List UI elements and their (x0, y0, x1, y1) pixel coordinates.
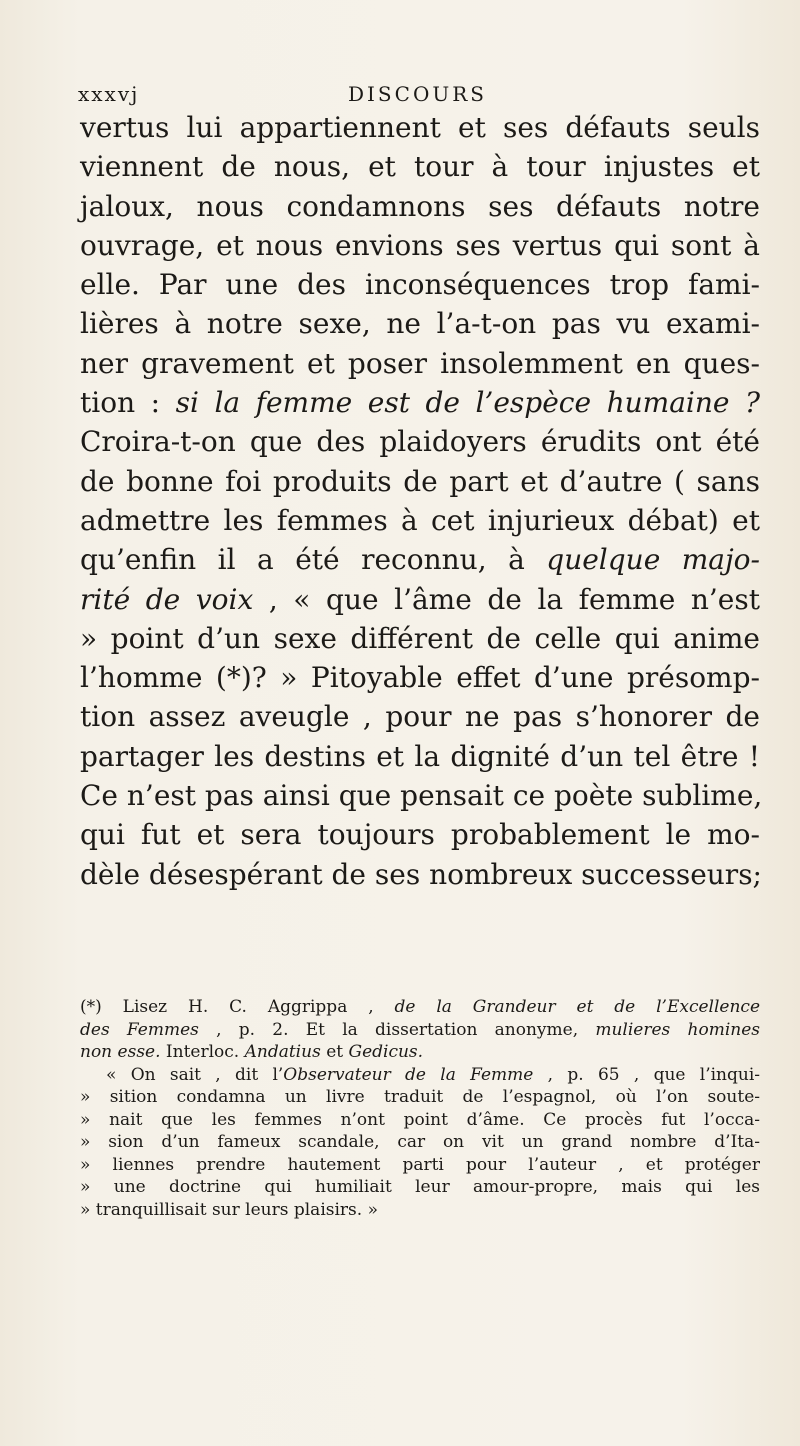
italic-phrase: si la femme est de l’espèce humaine ? (175, 386, 760, 420)
footnote-line: » nait que les femmes n’ont point d’âme. Ce procès fut l’occa- (80, 1109, 760, 1130)
footnote-line: (*) Lisez H. C. Aggrippa , de la Grandeur et de l’Excellence (80, 997, 760, 1017)
footnote-line: « On sait , dit l’Observateur de la Femme , p. 65 , que l’inqui- (106, 1064, 761, 1085)
text-line: lières à notre sexe, ne l’a-t-on pas vu exami- (80, 307, 760, 341)
text-line: rité de voix , « que l’âme de la femme n’est (80, 582, 760, 616)
footnote-line: » liennes prendre hautement parti pour l’auteur , et protéger (80, 1154, 760, 1175)
footnote-line: non esse. Interloc. Andatius et Gedicus. (80, 1042, 424, 1062)
text-line: ouvrage, et nous envions ses vertus qui sont à (80, 228, 760, 262)
text-line: admettre les femmes à cet injurieux débat) et (80, 503, 760, 537)
text-line: qu’enfin il a été reconnu, à quelque majo- (80, 543, 761, 577)
text-line: de bonne foi produits de part et d’autre ( sans (80, 464, 760, 498)
text-line: Ce n’est pas ainsi que pensait ce poète sublime, (80, 779, 763, 813)
text-line: vertus lui appartiennent et ses défauts seuls (80, 111, 760, 144)
text-line: qui fut et sera toujours probablement le mo- (80, 818, 760, 852)
text-line: elle. Par une des inconséquences trop fami- (80, 268, 760, 302)
text-line: Croira-t-on que des plaidoyers érudits ont été (80, 425, 760, 459)
footnote (80, 996, 760, 1221)
running-title: DISCOURS (348, 82, 487, 106)
footnote-line: des Femmes , p. 2. Et la dissertation anonyme, mulieres homines (80, 1019, 760, 1040)
main-text (80, 108, 763, 894)
footnote-line: » sition condamna un livre traduit de l’espagnol, où l’on soute- (80, 1087, 760, 1107)
text-line: ner gravement et poser insolemment en ques- (80, 346, 760, 380)
footnote-line: » une doctrine qui humiliait leur amour-propre, mais qui les (80, 1177, 760, 1197)
text-line: viennent de nous, et tour à tour injustes et (80, 150, 760, 184)
text-line: partager les destins et la dignité d’un tel être ! (80, 739, 760, 773)
text-line: l’homme (*)? » Pitoyable effet d’une présomp- (80, 661, 760, 695)
italic-phrase: quelque majo- (546, 543, 761, 577)
page-number: xxxvj (78, 82, 140, 106)
text-line: tion : si la femme est de l’espèce humaine ? (80, 386, 760, 420)
text-line: dèle désespérant de ses nombreux successeurs; (80, 857, 762, 891)
text-line: tion assez aveugle , pour ne pas s’honorer de (80, 700, 760, 734)
text-line: » point d’un sexe différent de celle qui anime (80, 621, 760, 655)
footnote-line: » sion d’un fameux scandale, car on vit un grand nombre d’Ita- (80, 1132, 760, 1152)
footnote-line: » tranquillisait sur leurs plaisirs. » (80, 1199, 378, 1220)
text-line: jaloux, nous condamnons ses défauts notre (80, 189, 760, 223)
italic-phrase: rité de voix (80, 582, 254, 616)
